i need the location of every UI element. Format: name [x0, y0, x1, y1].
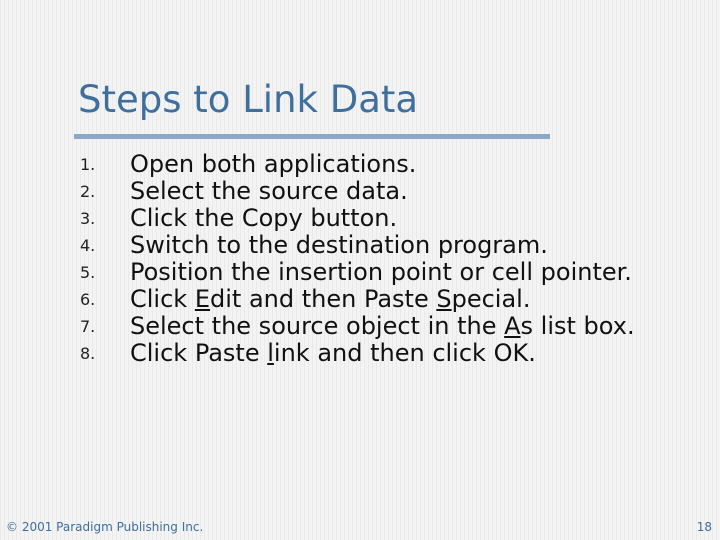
step-text: Click the Copy button.	[130, 204, 398, 232]
step-item	[80, 340, 680, 367]
step-number: 2.	[80, 182, 96, 201]
title-underline	[74, 134, 550, 139]
step-item	[80, 151, 680, 178]
step-item	[80, 286, 680, 313]
step-text: Click Paste link and then click OK.	[130, 339, 536, 367]
step-number: 1.	[80, 155, 96, 174]
access-key: E	[194, 285, 210, 313]
step-number: 6.	[80, 290, 96, 309]
steps-list	[80, 151, 680, 367]
step-item	[80, 259, 680, 286]
step-item	[80, 313, 680, 340]
step-text: Open both applications.	[130, 150, 417, 178]
step-item	[80, 178, 680, 205]
footer-copyright: © 2001 Paradigm Publishing Inc.	[6, 520, 204, 534]
step-text: Switch to the destination program.	[130, 231, 548, 259]
step-text: Position the insertion point or cell pointer.	[130, 258, 632, 286]
step-number: 5.	[80, 263, 96, 282]
step-text: Select the source object in the As list box.	[130, 312, 635, 340]
step-number: 3.	[80, 209, 96, 228]
access-key: l	[267, 339, 274, 367]
step-text: Select the source data.	[130, 177, 408, 205]
slide-title: Steps to Link Data	[78, 78, 419, 121]
step-number: 7.	[80, 317, 96, 336]
step-number: 4.	[80, 236, 96, 255]
access-key: A	[504, 312, 521, 340]
step-text: Click Edit and then Paste Special.	[130, 285, 531, 313]
step-item	[80, 232, 680, 259]
step-number: 8.	[80, 344, 96, 363]
page-number: 18	[696, 520, 712, 534]
access-key: S	[436, 285, 452, 313]
step-item	[80, 205, 680, 232]
